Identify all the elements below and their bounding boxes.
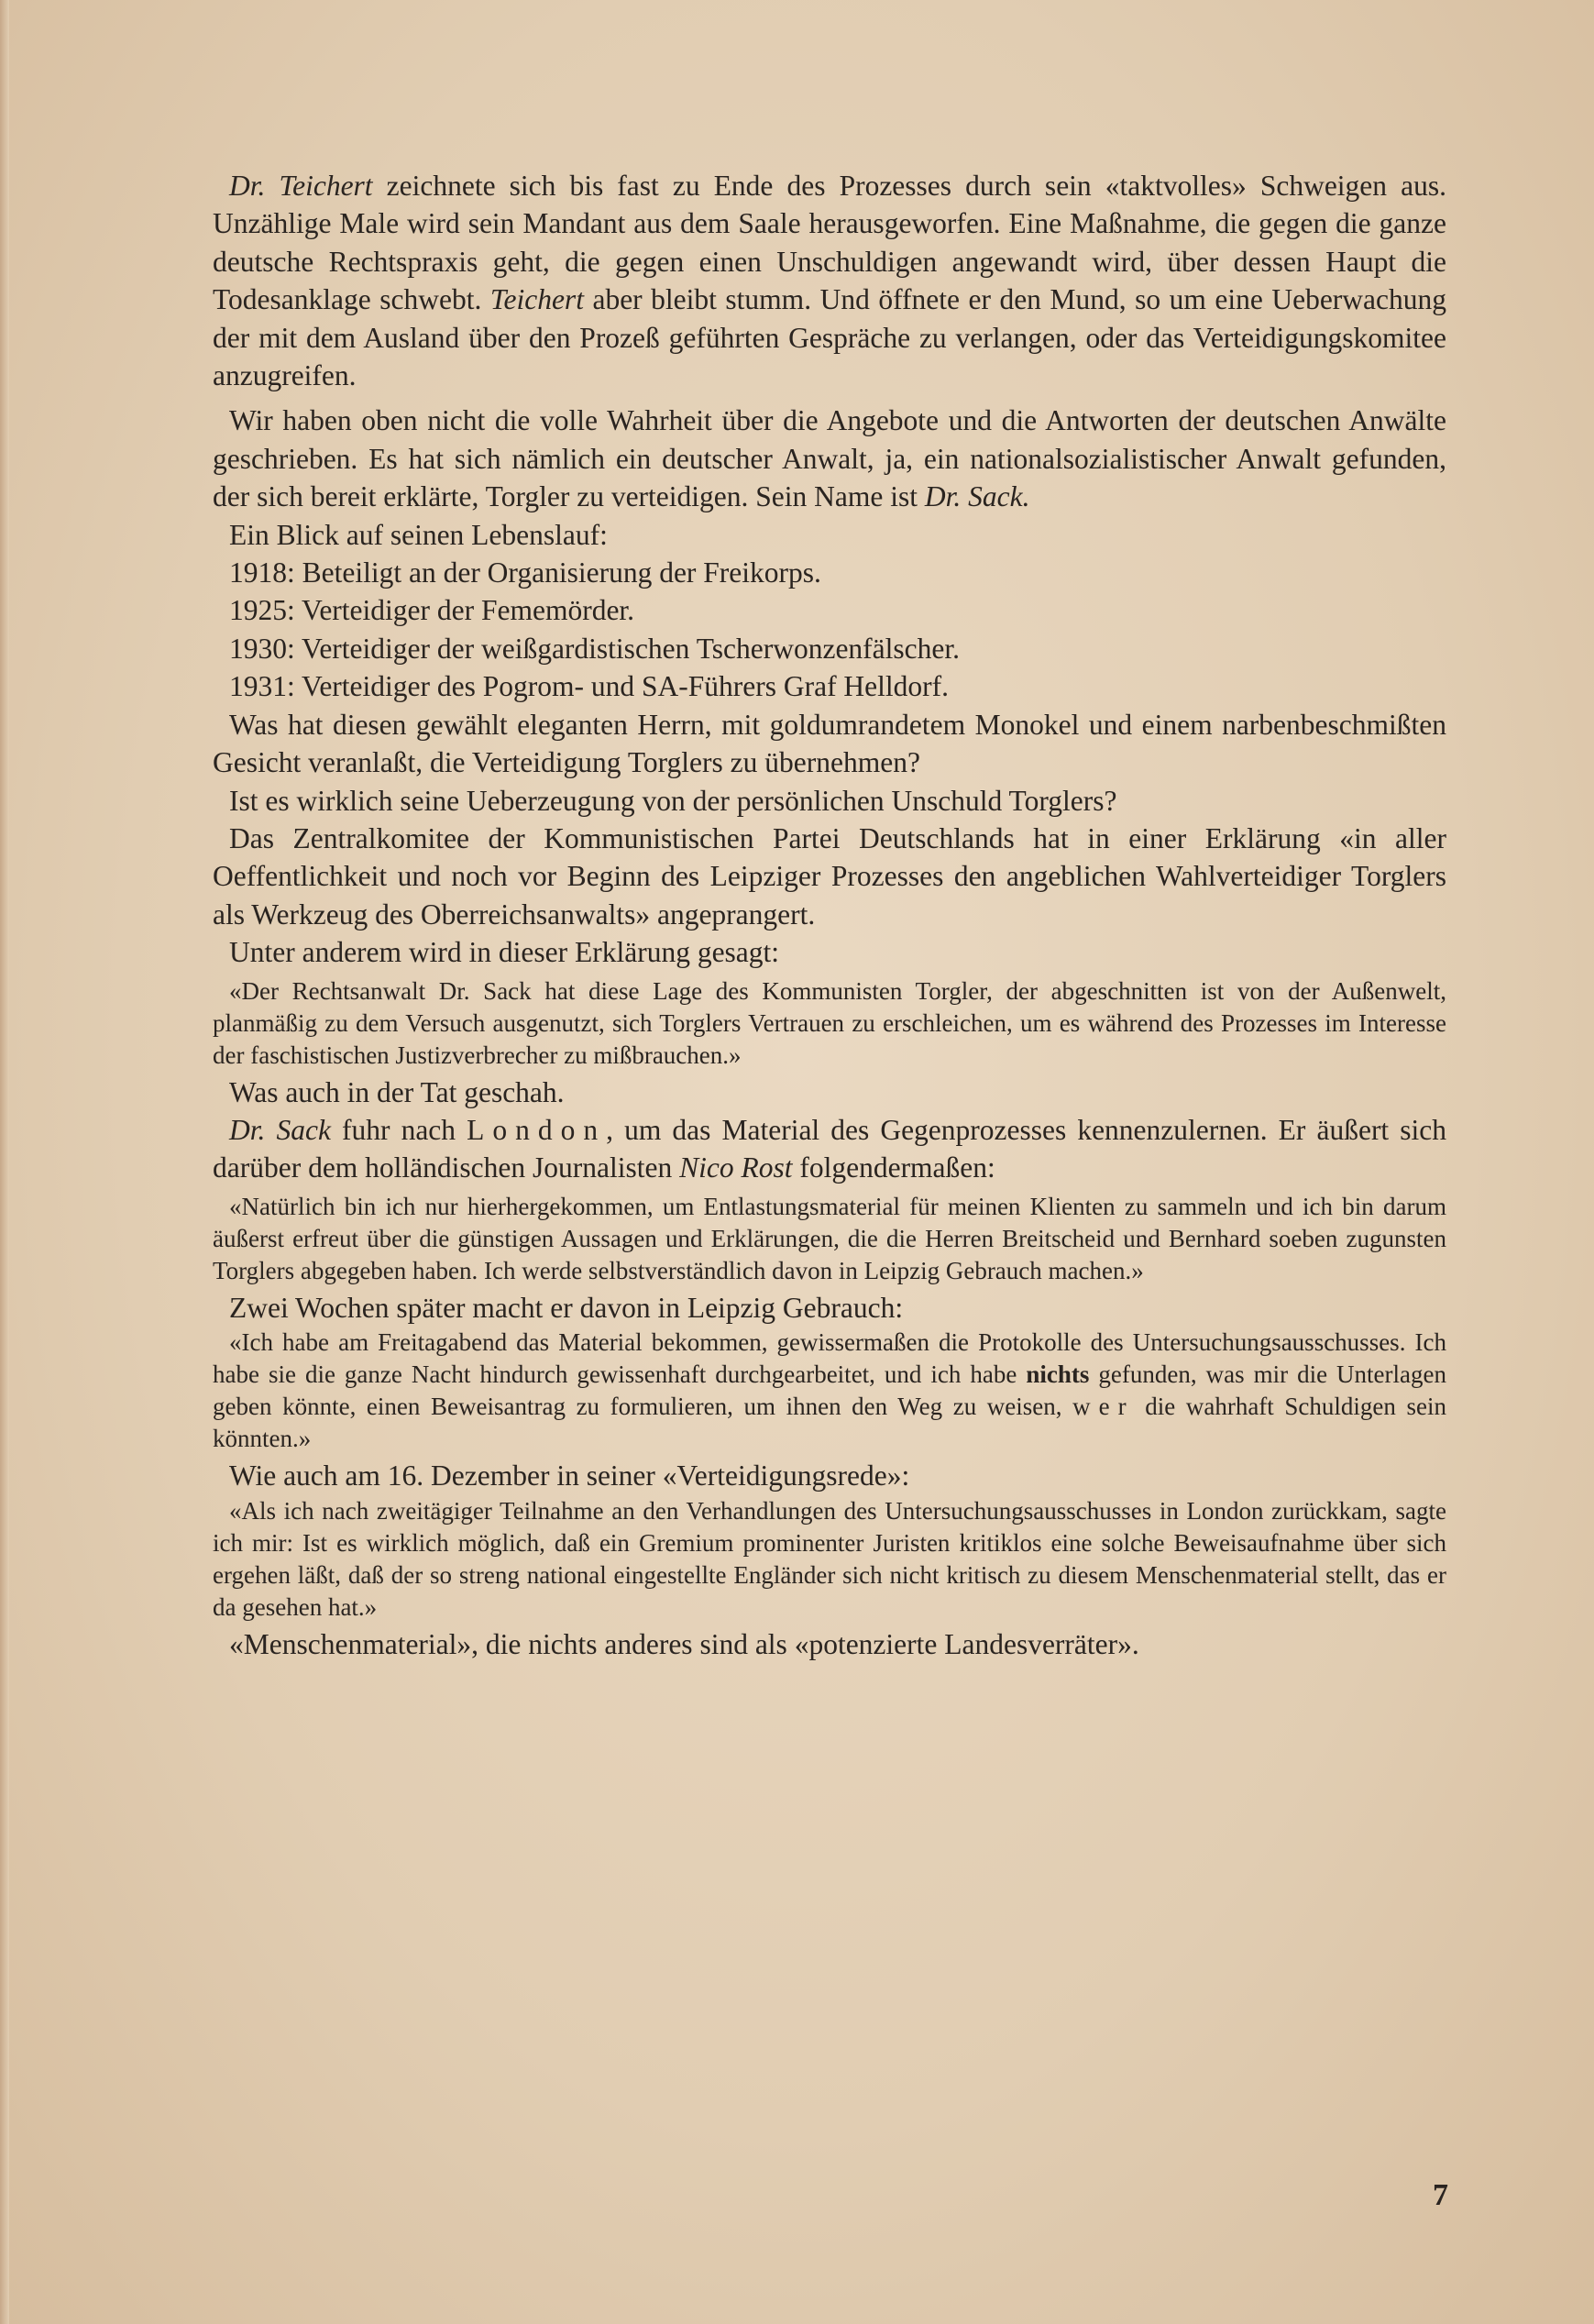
biography-item: 1918: Beteiligt an der Organisierung der Freikorps.: [229, 556, 821, 589]
quote-freitagabend: «Ich habe am Freitagabend das Material bekommen, gewissermaßen die Protokolle des Untersuchungsausschusses. Ich habe sie die ganze Nacht hindurch gewissenhaft durchgearbeitet, und ich habe nichts gefunden, was mir die Unterlagen geben könnte, einen Beweisantrag zu formulieren, um ihnen den Weg zu weisen, wer die wahrhaft Schuldigen sein könnten.»: [213, 1328, 1447, 1453]
paragraph-sack-intro: Wir haben oben nicht die volle Wahrheit über die Angebote und die Antworten der deutschen Anwälte geschrieben. Es hat sich nämlich ein deutscher Anwalt, ja, ein nationalsozialistischer Anwalt gefunden, der sich bereit erklärte, Torgler zu verteidigen. Sein Name ist Dr. Sack.: [213, 404, 1446, 513]
biography-item: 1930: Verteidiger der weißgardistischen Tscherwonzenfälscher.: [229, 632, 960, 665]
paragraph-erklaerung: Unter anderem wird in dieser Erklärung gesagt:: [229, 936, 780, 969]
name-teichert: Teichert: [489, 283, 584, 316]
paragraph-zentralkomitee: Das Zentralkomitee der Kommunistischen Partei Deutschlands hat in einer Erklärung «in aller Oeffentlichkeit und noch vor Beginn des Leipziger Prozesses den angeblichen Wahlverteidiger Torglers als Werkzeug des Oberreichsanwalts» angeprangert.: [213, 821, 1446, 931]
paragraph-london: Dr. Sack fuhr nach London, um das Material des Gegenprozesses kennenzulernen. Er äußert sich darüber dem holländischen Journalisten Nico Rost folgendermaßen:: [213, 1113, 1446, 1184]
paragraph-question-motive: Was hat diesen gewählt eleganten Herrn, mit goldumrandetem Monokel und einem narbenbeschmißten Gesicht veranlaßt, die Verteidigung Torglers zu übernehmen?: [213, 708, 1446, 779]
quote-nico-rost: «Natürlich bin ich nur hierhergekommen, um Entlastungsmaterial für meinen Klienten zu sammeln und ich bin darum äußerst erfreut über die günstigen Aussagen und Erklärungen, die die Herren Breitscheid und Bernhard soeben zugunsten Torglers abgegeben haben. Ich werde selbstverständlich davon in Leipzig Gebrauch machen.»: [213, 1192, 1446, 1284]
paragraph-question-conviction: Ist es wirklich seine Ueberzeugung von der persönlichen Unschuld Torglers?: [229, 784, 1117, 817]
biography-item: 1925: Verteidiger der Fememörder.: [229, 594, 635, 627]
page-edge-shadow: [0, 0, 9, 2324]
name-nico-rost: Nico Rost: [679, 1151, 793, 1184]
name-sack: Dr. Sack.: [924, 480, 1030, 513]
paragraph-geschah: Was auch in der Tat geschah.: [229, 1075, 565, 1108]
name-teichert: Dr. Teichert: [229, 170, 373, 202]
paragraph-menschenmaterial: «Menschenmaterial», die nichts anderes sind als «potenzierte Landesverräter».: [229, 1627, 1139, 1660]
biography-list: [213, 554, 1446, 706]
paragraph-lebenslauf: Ein Blick auf seinen Lebenslauf:: [229, 518, 608, 551]
name-sack: Dr. Sack: [229, 1113, 331, 1146]
emphasis-wer: wer: [1072, 1393, 1135, 1421]
quote-verteidigungsrede: «Als ich nach zweitägiger Teilnahme an den Verhandlungen des Untersuchungsausschusses in London zurückkam, sagte ich mir: Ist es wirklich möglich, daß ein Gremium prominenter Juristen kritiklos eine solche Beweisaufnahme über sich ergehen läßt, daß der so streng national eingestellte Engländer sich nicht kritisch zu diesem Menschenmaterial stellt, das er da gesehen hat.»: [213, 1496, 1446, 1621]
quote-erklaerung: «Der Rechtsanwalt Dr. Sack hat diese Lage des Kommunisten Torgler, der abgeschnitten ist von der Außenwelt, planmäßig zu dem Versuch ausgenutzt, sich Torglers Vertrauen zu erschleichen, um es während des Prozesses im Interesse der faschistischen Justizverbrecher zu mißbrauchen.»: [213, 976, 1446, 1069]
page-number: 7: [1433, 2178, 1448, 2212]
paragraph-zwei-wochen: Zwei Wochen später macht er davon in Leipzig Gebrauch:: [229, 1291, 904, 1324]
paragraph-verteidigungsrede: Wie auch am 16. Dezember in seiner «Verteidigungsrede»:: [229, 1459, 910, 1492]
biography-item: 1931: Verteidiger des Pogrom- und SA-Führers Graf Helldorf.: [229, 670, 950, 703]
emphasis-nichts: nichts: [1026, 1360, 1090, 1389]
paragraph-teichert: Dr. Teichert zeichnete sich bis fast zu Ende des Prozesses durch sein «taktvolles» Schweigen aus. Unzählige Male wird sein Mandant aus dem Saale herausgeworfen. Eine Maßnahme, die gegen die ganze deutsche Rechtspraxis geht, die gegen einen Unschuldigen angewandt wird, über dessen Haupt die Todesanklage schwebt. Teichert aber bleibt stumm. Und öffnete er den Mund, so um eine Ueberwachung der mit dem Ausland über den Prozeß geführten Gespräche zu verlangen, oder das Verteidigungskomitee anzugreifen.: [213, 170, 1447, 392]
document-page: [213, 167, 1446, 1663]
place-london: London: [467, 1113, 607, 1146]
